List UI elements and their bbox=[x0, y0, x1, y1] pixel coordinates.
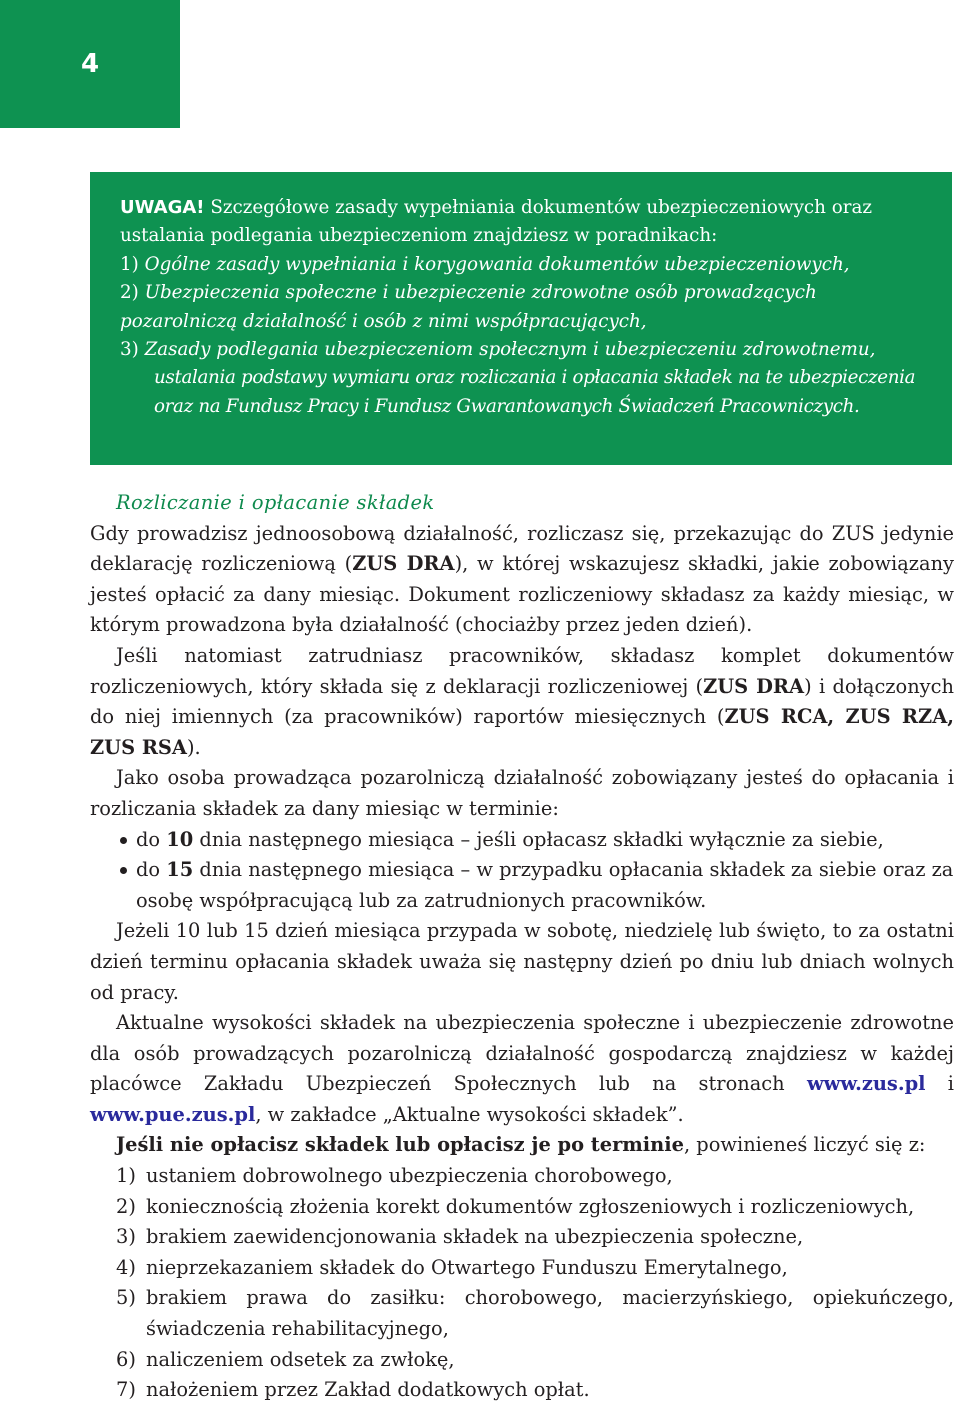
text: Gdy prowadzisz jednoosobową działalność, rozliczasz się, przekazując do ZUS jedynie deklarację rozliczeniową ( bbox=[90, 521, 954, 576]
text: Aktualne wysokości składek na ubezpieczenia społeczne i ubezpieczenie zdrowotne dla osób prowadzących pozarolniczą działalność gospodarczą znajdziesz w każdej placówce Zakładu Ubezpieczeń Społecznych lub na stronach bbox=[90, 1011, 954, 1096]
list-item bbox=[90, 1283, 954, 1344]
text: ) i dołączonych do niej imiennych (za pracowników) raportów miesięcznych ( bbox=[90, 674, 954, 729]
item-text: brakiem zaewidencjonowania składek na ubezpieczenia społeczne, bbox=[146, 1225, 804, 1249]
notice-intro-text: Szczegółowe zasady wypełniania dokumentów ubezpieczeniowych oraz ustalania podlegania ubezpieczeniom znajdziesz w poradnikach: bbox=[120, 197, 873, 247]
text: , powinieneś liczyć się z: bbox=[683, 1133, 926, 1157]
paragraph-rates bbox=[90, 1008, 954, 1130]
text: ). bbox=[186, 735, 201, 759]
notice-item-text: ustalania podstawy wymiaru oraz rozliczania i opłacania składek na te ubezpieczenia oraz na Fundusz Pracy i Fundusz Gwarantowanych Świadczeń Pracowniczych. bbox=[154, 367, 916, 417]
item-number: 1) bbox=[116, 1164, 136, 1188]
section-title: Rozliczanie i opłacanie składek bbox=[116, 491, 435, 514]
notice-intro bbox=[120, 194, 926, 251]
item-text: ustaniem dobrowolnego ubezpieczenia chorobowego, bbox=[146, 1164, 673, 1188]
emphasis: Jeśli nie opłacisz składek lub opłacisz je po terminie bbox=[116, 1133, 684, 1157]
text: do bbox=[136, 827, 167, 851]
text: Jeśli natomiast zatrudniasz pracowników, składasz komplet dokumentów rozliczeniowych, który składa się z deklaracji rozliczeniowej ( bbox=[90, 643, 954, 698]
paragraph-consequences-intro bbox=[90, 1130, 954, 1161]
notice-item-2 bbox=[120, 279, 926, 336]
notice-label: UWAGA! bbox=[120, 197, 205, 218]
paragraph-deadline-intro: Jako osoba prowadząca pozarolniczą działalność zobowiązany jesteś do opłacania i rozliczania składek za dany miesiąc w terminie: bbox=[90, 766, 954, 820]
text: , w zakładce „Aktualne wysokości składek”. bbox=[255, 1102, 684, 1126]
item-number: 5) bbox=[116, 1286, 136, 1310]
page-number-tab bbox=[0, 0, 180, 128]
item-number: 2) bbox=[116, 1194, 136, 1218]
consequences-list bbox=[90, 1161, 954, 1406]
list-item bbox=[90, 1375, 954, 1406]
list-item bbox=[90, 855, 954, 916]
text: dnia następnego miesiąca – jeśli opłacasz składki wyłącznie za siebie, bbox=[193, 827, 884, 851]
notice-item-number: 1) bbox=[120, 253, 139, 275]
paragraph-settlement bbox=[90, 519, 954, 641]
item-number: 7) bbox=[116, 1378, 136, 1402]
item-text: koniecznością złożenia korekt dokumentów zgłoszeniowych i rozliczeniowych, bbox=[146, 1194, 915, 1218]
form-name: ZUS DRA bbox=[352, 552, 455, 576]
notice-item-text: Ogólne zasady wypełniania i korygowania dokumentów ubezpieczeniowych, bbox=[138, 253, 850, 275]
text: ), w której wskazujesz składki, jakie zobowiązany jesteś opłacić za dany miesiąc. Dokument rozliczeniowy składasz za każdy miesiąc, w którym prowadzona była działalność (chociażby przez jeden dzień). bbox=[90, 552, 955, 637]
paragraph-holidays: Jeżeli 10 lub 15 dzień miesiąca przypada w sobotę, niedzielę lub święto, to za ostatni dzień terminu opłacania składek uważa się następny dzień po dniu lub dniach wolnych od pracy. bbox=[90, 919, 954, 1004]
text: dnia następnego miesiąca – w przypadku opłacania składek za siebie oraz za osobę współpracującą lub za zatrudnionych pracowników. bbox=[136, 858, 954, 912]
item-text: nieprzekazaniem składek do Otwartego Funduszu Emerytalnego, bbox=[146, 1255, 788, 1279]
main-content bbox=[90, 488, 954, 1406]
item-number: 6) bbox=[116, 1347, 136, 1371]
notice-item-text: Zasady podlegania ubezpieczeniom społecznym i ubezpieczeniu zdrowotnemu, bbox=[144, 339, 876, 361]
list-item bbox=[90, 1161, 954, 1192]
deadline-day: 10 bbox=[166, 827, 194, 851]
notice-box bbox=[90, 172, 952, 465]
notice-item-text: Ubezpieczenia społeczne i ubezpieczenie zdrowotne osób prowadzących pozarolniczą działalność i osób z nimi współpracujących, bbox=[120, 282, 817, 332]
item-number: 4) bbox=[116, 1255, 136, 1279]
item-text: naliczeniem odsetek za zwłokę, bbox=[146, 1347, 455, 1371]
notice-item-3-cont bbox=[120, 364, 926, 421]
link-zus[interactable]: www.zus.pl bbox=[806, 1072, 926, 1096]
paragraph-employees bbox=[90, 641, 954, 763]
notice-item-number: 3) bbox=[120, 339, 139, 361]
page-number: 4 bbox=[80, 49, 100, 79]
form-name: ZUS DRA bbox=[703, 674, 805, 698]
list-item bbox=[90, 825, 954, 856]
item-number: 3) bbox=[116, 1225, 136, 1249]
notice-item-number: 2) bbox=[120, 282, 139, 304]
list-item bbox=[90, 1192, 954, 1223]
list-item bbox=[90, 1345, 954, 1376]
text: do bbox=[136, 858, 167, 882]
deadline-day: 15 bbox=[166, 858, 194, 882]
item-text: brakiem prawa do zasiłku: chorobowego, macierzyńskiego, opiekuńczego, świadczenia rehabilitacyjnego, bbox=[146, 1286, 954, 1341]
notice-item-1 bbox=[120, 251, 926, 279]
notice-item-3 bbox=[120, 336, 926, 364]
deadline-list bbox=[90, 825, 954, 917]
list-item bbox=[90, 1222, 954, 1253]
text: i bbox=[925, 1072, 954, 1096]
list-item bbox=[90, 1253, 954, 1284]
item-text: nałożeniem przez Zakład dodatkowych opłat. bbox=[146, 1378, 590, 1402]
link-pue-zus[interactable]: www.pue.zus.pl bbox=[90, 1102, 256, 1126]
form-names: ZUS RCA, ZUS RZA, ZUS RSA bbox=[90, 705, 954, 759]
